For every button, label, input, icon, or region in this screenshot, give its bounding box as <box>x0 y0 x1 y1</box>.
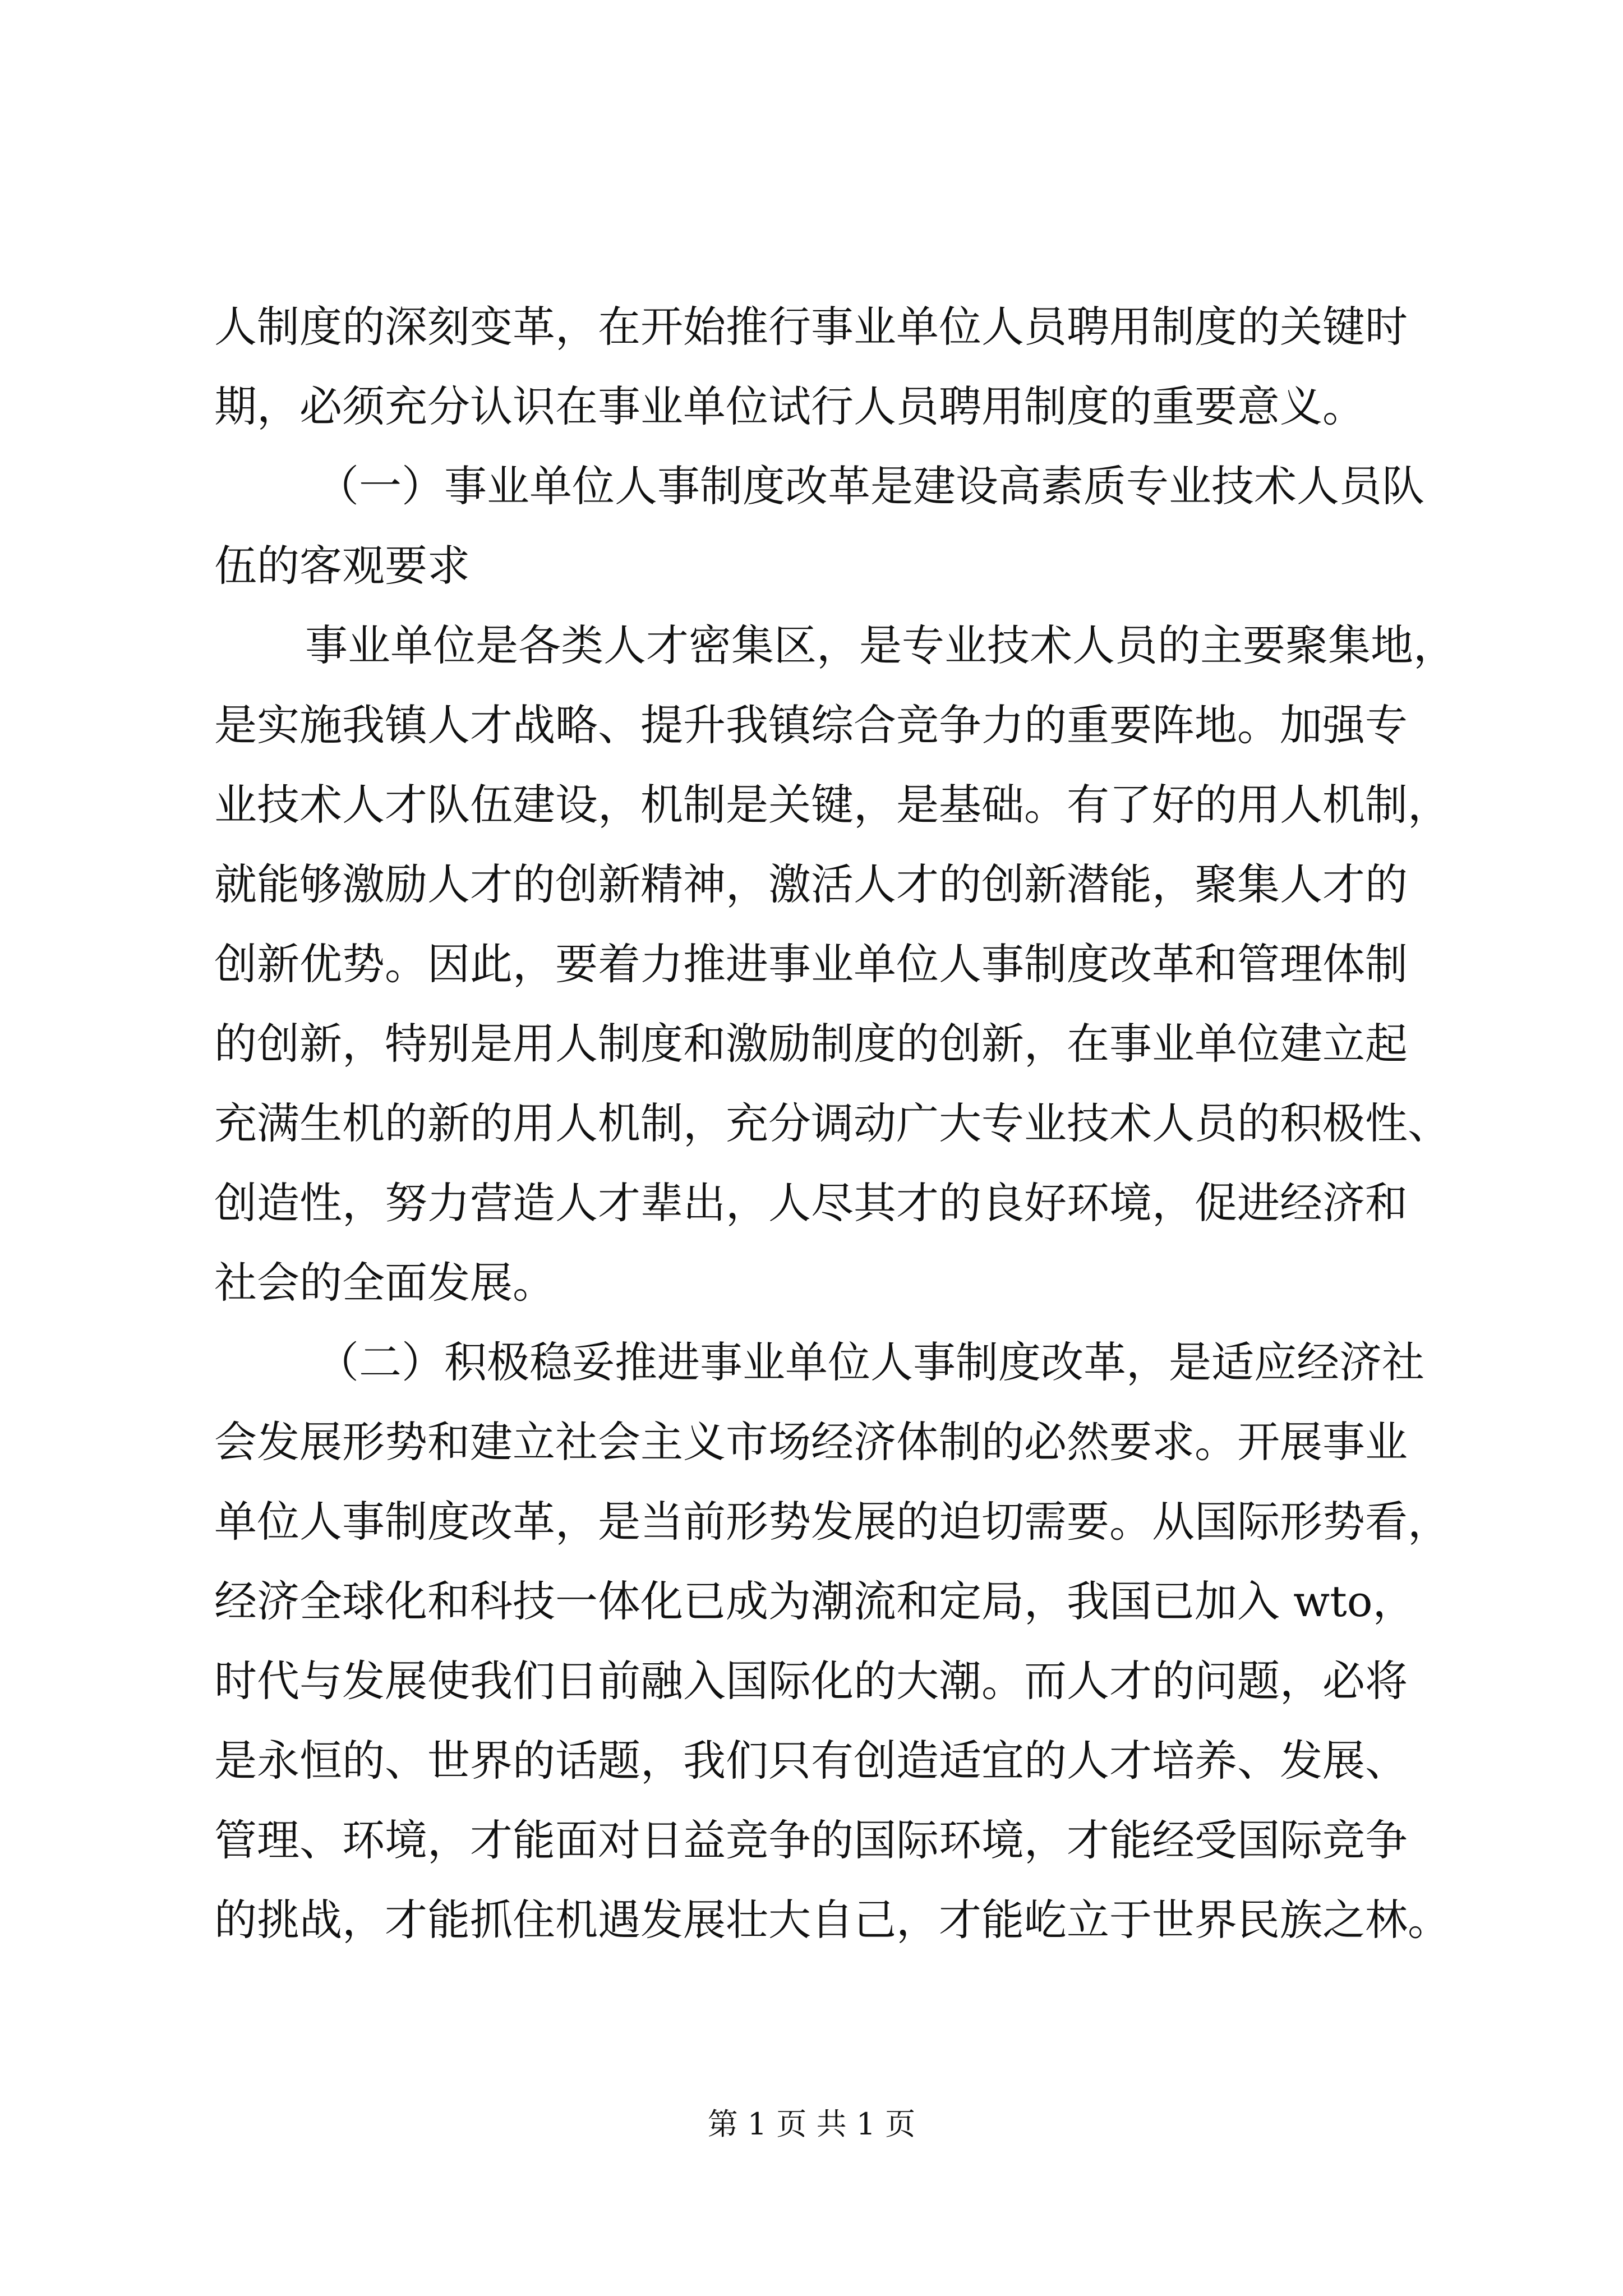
text-line: 社会的全面发展。 <box>214 1258 555 1308</box>
text-line: 业技术人才队伍建设，机制是关键，是基础。有了好的用人机制， <box>214 780 1450 830</box>
text-line: 的挑战，才能抓住机遇发展壮大自己，才能屹立于世界民族之林。 <box>214 1895 1450 1945</box>
section-heading-line: 伍的客观要求 <box>214 541 470 591</box>
text-line: 时代与发展使我们日前融入国际化的大潮。而人才的问题，必将 <box>214 1656 1408 1706</box>
text-line: 创新优势。因此，要着力推进事业单位人事制度改革和管理体制 <box>214 939 1408 989</box>
text-line: 单位人事制度改革，是当前形势发展的迫切需要。从国际形势看， <box>214 1497 1450 1547</box>
text-line: 就能够激励人才的创新精神，激活人才的创新潜能，聚集人才的 <box>214 859 1408 909</box>
text-line: 的创新，特别是用人制度和激励制度的创新，在事业单位建立起 <box>214 1019 1408 1069</box>
page-number-footer: 第 1 页 共 1 页 <box>707 2106 916 2142</box>
text-line: 会发展形势和建立社会主义市场经济体制的必然要求。开展事业 <box>214 1417 1408 1467</box>
text-line: 充满生机的新的用人机制，充分调动广大专业技术人员的积极性、 <box>214 1098 1450 1148</box>
text-line: 期，必须充分认识在事业单位试行人员聘用制度的重要意义。 <box>214 381 1365 431</box>
text-line: 创造性，努力营造人才辈出，人尽其才的良好环境，促进经济和 <box>214 1178 1408 1228</box>
section-heading-line: （一）事业单位人事制度改革是建设高素质专业技术人员队 <box>316 461 1424 511</box>
text-line: 是永恒的、世界的话题，我们只有创造适宜的人才培养、发展、 <box>214 1736 1408 1786</box>
text-line: 事业单位是各类人才密集区，是专业技术人员的主要聚集地， <box>305 620 1456 670</box>
text-line: 是实施我镇人才战略、提升我镇综合竞争力的重要阵地。加强专 <box>214 700 1408 750</box>
text-line: 人制度的深刻变革，在开始推行事业单位人员聘用制度的关键时 <box>214 302 1408 352</box>
text-line: 管理、环境，才能面对日益竞争的国际环境，才能经受国际竞争 <box>214 1815 1408 1865</box>
text-line: （二）积极稳妥推进事业单位人事制度改革，是适应经济社 <box>316 1337 1424 1387</box>
text-line: 经济全球化和科技一体化已成为潮流和定局，我国已加入 wto， <box>214 1576 1415 1626</box>
